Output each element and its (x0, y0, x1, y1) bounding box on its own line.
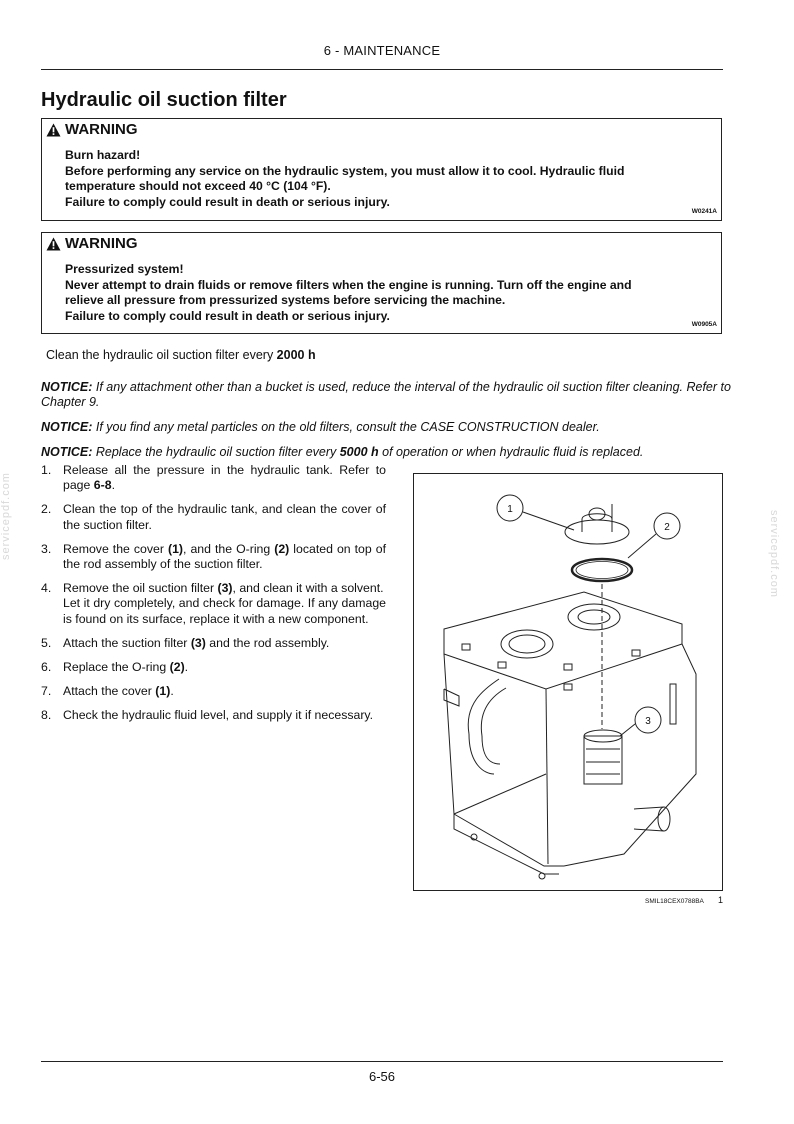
warning-triangle-icon (46, 237, 61, 251)
notice-text: Replace the hydraulic oil suction filter every (92, 445, 340, 459)
step-item (41, 708, 386, 723)
callout-3: 3 (645, 716, 651, 727)
step-item (41, 463, 386, 493)
page-title: Hydraulic oil suction filter (41, 89, 287, 111)
step-subtext: Let it dry completely, and check for damage. If any damage is found on its surface, replace it with a new component. (63, 596, 386, 626)
step-text: Clean the top of the hydraulic tank, and clean the cover of the suction filter. (63, 502, 386, 532)
header-divider (41, 69, 723, 70)
step-number: 6. (41, 660, 52, 675)
step-item (41, 542, 386, 572)
step-number: 7. (41, 684, 52, 699)
interval-value: 2000 h (276, 348, 316, 362)
page-reference: 6-8 (93, 478, 112, 493)
step-text: . (111, 478, 115, 493)
step-number: 5. (41, 635, 52, 650)
step-number: 8. (41, 708, 52, 723)
step-text: and the rod assembly. (205, 635, 330, 650)
part-reference: (2) (274, 541, 290, 556)
step-item (41, 502, 386, 532)
warning-line: Never attempt to drain fluids or remove filters when the engine is running. Turn off the engine and (65, 277, 632, 292)
step-item (41, 636, 386, 651)
step-text: located on top of the rod assembly of the suction filter. (63, 541, 386, 572)
notice-label: NOTICE: (41, 420, 93, 434)
warning-line: Before performing any service on the hydraulic system, you must allow it to cool. Hydraulic fluid (65, 163, 625, 178)
step-item (41, 581, 386, 627)
step-item (41, 684, 386, 699)
warning-heading (46, 121, 138, 138)
callout-1: 1 (507, 504, 513, 515)
warning-heading (46, 235, 138, 252)
watermark-left: servicepdf.com (0, 472, 12, 560)
step-text: Check the hydraulic fluid level, and supply it if necessary. (63, 708, 374, 723)
step-text: Replace the O-ring (63, 660, 170, 675)
step-text: . (184, 660, 189, 675)
hydraulic-tank-figure (413, 473, 723, 891)
step-text: Remove the oil suction filter (63, 581, 218, 596)
warning-code: W0905A (691, 321, 717, 328)
step-number: 2. (41, 502, 52, 517)
step-text: Release all the pressure in the hydraulic tank. Refer to page (63, 463, 386, 493)
warning-box-pressure (41, 232, 722, 334)
warning-line: Burn hazard! (65, 148, 141, 162)
tank-top-plate (444, 592, 682, 689)
step-item (41, 660, 386, 675)
notice-label: NOTICE: (41, 445, 93, 459)
part-reference: (1) (167, 541, 184, 556)
watermark-right: servicepdf.com (768, 510, 780, 598)
hydraulic-tank-illustration (414, 474, 722, 890)
step-text: , and clean it with a solvent. (232, 581, 384, 596)
step-text: . (170, 684, 174, 699)
step-text: Attach the suction filter (63, 635, 191, 650)
interval-text: Clean the hydraulic oil suction filter every (46, 348, 277, 362)
step-number: 3. (41, 541, 52, 556)
warning-line: Failure to comply could result in death or serious injury. (65, 308, 390, 323)
warning-line: Pressurized system! (65, 262, 184, 276)
step-number: 1. (41, 463, 52, 477)
warning-line: temperature should not exceed 40 °C (104 °F). (65, 179, 331, 193)
warning-body (65, 148, 715, 210)
page-number: 6-56 (368, 1069, 396, 1084)
warning-line: relieve all pressure from pressurized systems before servicing the machine. (65, 293, 506, 307)
footer-divider (41, 1061, 723, 1062)
notice-attachment (41, 380, 731, 410)
warning-heading-text: WARNING (65, 235, 138, 252)
part-reference: (2) (169, 660, 185, 675)
service-interval (46, 348, 316, 362)
figure-caption: SMIL18CEX0788BA (645, 898, 704, 905)
warning-heading-text: WARNING (65, 121, 138, 138)
warning-body (65, 262, 715, 324)
part-reference: (1) (155, 684, 171, 699)
warning-triangle-icon (46, 123, 61, 137)
callout-2: 2 (664, 522, 670, 533)
procedure-steps (41, 463, 386, 733)
notice-metal-particles (41, 420, 731, 435)
step-text: , and the O-ring (183, 541, 275, 556)
notice-replace-interval (41, 445, 731, 460)
warning-code: W0241A (691, 208, 717, 215)
figure-number: 1 (718, 895, 724, 905)
notice-text: If any attachment other than a bucket is used, reduce the interval of the hydraulic oil suction filter cleaning. Refer to Chapter 9. (41, 380, 731, 409)
section-header: 6 - MAINTENANCE (323, 43, 441, 58)
step-number: 4. (41, 581, 52, 596)
warning-box-burn (41, 118, 722, 221)
notice-text: of operation or when hydraulic fluid is replaced. (378, 445, 644, 459)
notice-value: 5000 h (339, 445, 379, 459)
part-reference: (3) (190, 635, 206, 650)
notice-text: If you find any metal particles on the old filters, consult the CASE CONSTRUCTION dealer. (92, 420, 600, 434)
part-reference: (3) (217, 581, 233, 596)
step-text: Remove the cover (63, 541, 168, 556)
warning-line: Failure to comply could result in death or serious injury. (65, 194, 390, 209)
notice-label: NOTICE: (41, 380, 93, 394)
step-text: Attach the cover (63, 684, 156, 699)
